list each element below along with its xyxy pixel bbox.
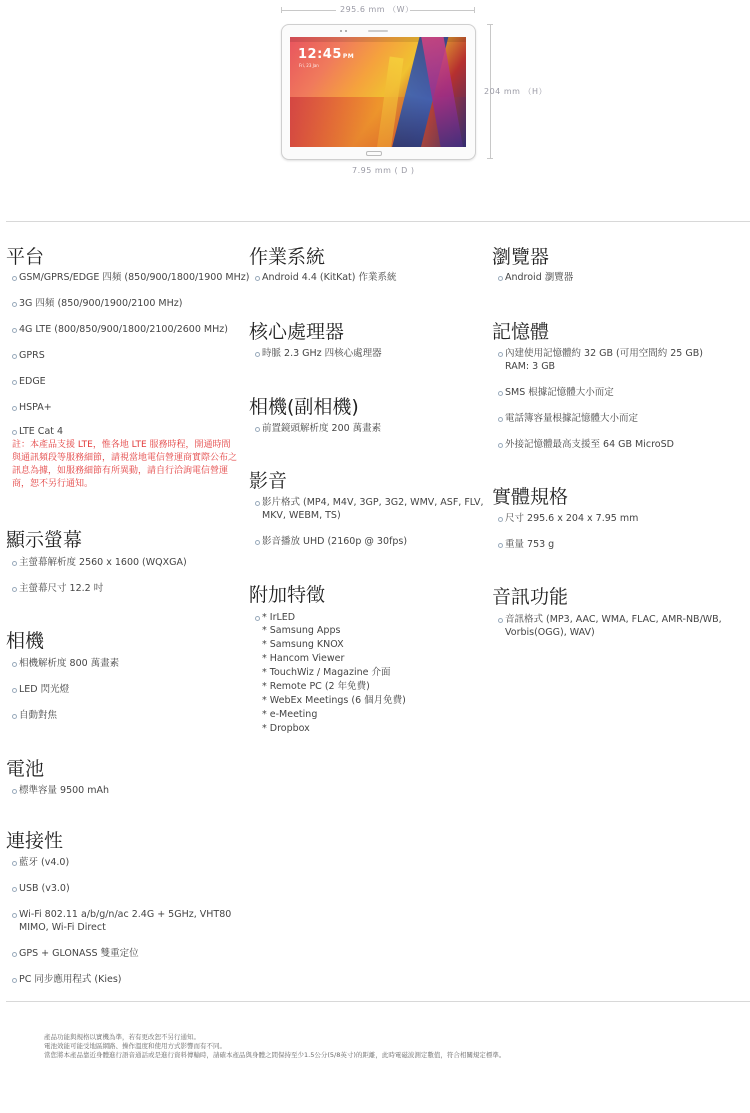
- divider-top: [6, 221, 750, 222]
- spec-item: 主螢幕尺寸 12.2 吋: [12, 582, 103, 595]
- spec-item: 相機解析度 800 萬畫素: [12, 657, 119, 670]
- spec-item: 主螢幕解析度 2560 x 1600 (WQXGA): [12, 556, 187, 569]
- section-battery: [6, 756, 246, 796]
- feature-item: * Remote PC (2 年免費): [262, 681, 370, 692]
- section-title: 附加特徵: [249, 584, 326, 606]
- spec-item: 重量 753 g: [498, 538, 554, 551]
- feature-item: * TouchWiz / Magazine 介面: [262, 667, 391, 678]
- spec-item: 影音播放 UHD (2160p @ 30fps): [255, 535, 407, 548]
- section-title: 實體規格: [492, 486, 569, 508]
- width-tick-left: [281, 7, 282, 13]
- section-front-camera: [249, 394, 489, 434]
- spec-item: 前置鏡頭解析度 200 萬畫素: [255, 422, 381, 435]
- section-connectivity: [6, 828, 246, 985]
- spec-item: 音訊格式 (MP3, AAC, WMA, FLAC, AMR-NB/WB,: [498, 613, 722, 626]
- spec-item: USB (v3.0): [12, 882, 70, 895]
- spec-item: 4G LTE (800/850/900/1800/2100/2600 MHz): [12, 323, 228, 336]
- feature-item: * Samsung Apps: [262, 625, 341, 636]
- footer-disclaimer: [44, 1033, 505, 1060]
- spec-item: SMS 根據記憶體大小而定: [498, 386, 614, 399]
- disclaimer-line: 當您將本產品靠近身體進行語音通話或是進行資料傳輸時，請確本產品與身體之間保持至少1.5公分(5/8英寸)的距離，此時電磁波測定數值，符合相關規定標準。: [44, 1051, 506, 1059]
- lte-note: 註：本產品支援 LTE，惟各地 LTE 服務時程，開通時間與通訊頻段等服務細節，請視當地電信營運商實際公布之訊息為據，如服務細節有所異動，請自行洽詢電信營運商，恕不另行通知。: [12, 440, 238, 489]
- section-title: 電池: [6, 758, 45, 780]
- spec-item-continued: MKV, WEBM, TS): [262, 510, 341, 521]
- height-tick-top: [487, 24, 493, 25]
- section-browser: [492, 244, 732, 283]
- spec-item: 尺寸 295.6 x 204 x 7.95 mm: [498, 512, 638, 525]
- spec-item: LED 閃光燈: [12, 683, 69, 696]
- spec-item: 3G 四頻 (850/900/1900/2100 MHz): [12, 297, 182, 310]
- spec-item-continued: Vorbis(OGG), WAV): [505, 627, 595, 638]
- width-tick-right: [474, 7, 475, 13]
- spec-item-continued: RAM: 3 GB: [505, 361, 556, 372]
- section-title: 影音: [249, 470, 288, 492]
- feature-item: * Hancom Viewer: [262, 653, 345, 664]
- width-label: 295.6 mm （W）: [340, 5, 414, 14]
- section-title: 瀏覽器: [492, 246, 550, 268]
- spec-item: GSM/GPRS/EDGE 四頻 (850/900/1800/1900 MHz): [12, 271, 249, 284]
- device-dimension-figure: [0, 0, 750, 190]
- feature-item: * e-Meeting: [262, 709, 318, 720]
- section-title: 核心處理器: [249, 321, 345, 343]
- section-audio: [492, 584, 732, 638]
- feature-item: * Dropbox: [262, 723, 310, 734]
- section-title: 顯示螢幕: [6, 529, 83, 551]
- spec-item: 藍牙 (v4.0): [12, 856, 69, 869]
- spec-item-continued: MIMO, Wi-Fi Direct: [19, 922, 106, 933]
- width-guide-right: [410, 10, 474, 11]
- depth-label: 7.95 mm ( D ): [352, 166, 415, 175]
- speaker-icon: [368, 30, 388, 32]
- spec-item: Android 4.4 (KitKat) 作業系統: [255, 271, 397, 284]
- feature-item: * Samsung KNOX: [262, 639, 344, 650]
- section-media: [249, 468, 489, 547]
- section-display: [6, 527, 246, 594]
- section-platform: [6, 244, 250, 489]
- section-title: 相機(副相機): [249, 396, 359, 418]
- section-features: [249, 582, 489, 734]
- height-label: 204 mm （H）: [484, 87, 547, 96]
- spec-item: GPS + GLONASS 雙重定位: [12, 947, 139, 960]
- spec-item: 外接記憶體最高支援至 64 GB MicroSD: [498, 438, 674, 451]
- camera-icon: [340, 30, 347, 32]
- section-title: 記憶體: [492, 321, 550, 343]
- section-title: 平台: [6, 246, 45, 268]
- spec-item: 電話簿容量根據記憶體大小而定: [498, 412, 638, 425]
- disclaimer-line: 產品功能與規格以實機為準，若有更改恕不另行通知。: [44, 1033, 200, 1041]
- feature-item: * IrLED: [255, 611, 295, 624]
- disclaimer-line: 電池效能可能受地區網路、操作溫度和使用方式影響而有不同。: [44, 1042, 226, 1050]
- section-physical: [492, 484, 732, 550]
- spec-item: 時脈 2.3 GHz 四核心處理器: [255, 347, 382, 360]
- section-title: 作業系統: [249, 246, 326, 268]
- screen-date: Fri, 23 Jan: [299, 63, 319, 68]
- width-guide-left: [281, 10, 336, 11]
- spec-item: 內建使用記憶體約 32 GB (可用空間約 25 GB): [498, 347, 703, 360]
- section-os: [249, 244, 489, 283]
- spec-item: 自動對焦: [12, 709, 57, 722]
- section-title: 連接性: [6, 830, 64, 852]
- height-tick-bottom: [487, 158, 493, 159]
- section-title: 相機: [6, 630, 45, 652]
- spec-item: Wi-Fi 802.11 a/b/g/n/ac 2.4G + 5GHz, VHT80: [12, 908, 231, 921]
- spec-item: LTE Cat 4: [12, 425, 63, 438]
- spec-item: 影片格式 (MP4, M4V, 3GP, 3G2, WMV, ASF, FLV,: [255, 496, 484, 509]
- spec-item: GPRS: [12, 349, 45, 362]
- spec-item: PC 同步應用程式 (Kies): [12, 973, 121, 986]
- tablet-screen: [290, 37, 466, 147]
- section-cpu: [249, 319, 489, 359]
- spec-item: Android 瀏覽器: [498, 271, 573, 284]
- spec-item: HSPA+: [12, 401, 52, 414]
- divider-bottom: [6, 1001, 750, 1002]
- feature-item: * WebEx Meetings (6 個月免費): [262, 695, 406, 706]
- section-title: 音訊功能: [492, 586, 569, 608]
- section-memory: [492, 319, 732, 450]
- home-button-icon: [366, 151, 382, 156]
- screen-clock: 12:45PM: [298, 47, 355, 62]
- section-camera: [6, 628, 246, 721]
- spec-item: EDGE: [12, 375, 46, 388]
- spec-item: 標準容量 9500 mAh: [12, 784, 109, 797]
- tablet-image: [281, 24, 476, 160]
